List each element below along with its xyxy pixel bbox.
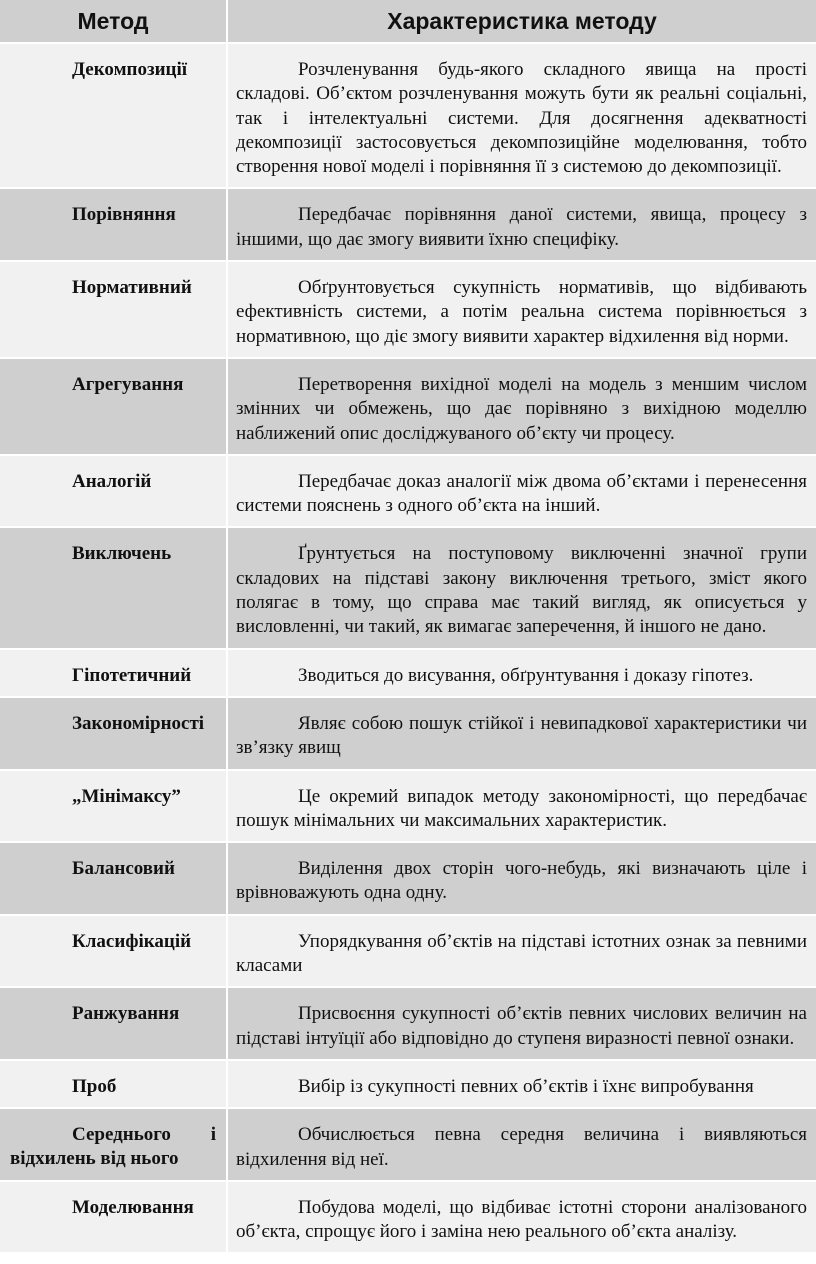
table-row	[0, 1059, 816, 1107]
method-name: „Мінімаксу”	[72, 785, 181, 807]
method-name-part: і	[210, 1124, 216, 1146]
method-description: Являє собою пошук стійкої і невипадкової характеристики чи зв’язку явищ	[236, 712, 807, 759]
method-name: Порівняння	[72, 204, 176, 226]
method-name: Декомпозиції	[72, 59, 188, 80]
method-name-part: відхилень від нього	[10, 1148, 179, 1170]
table-row	[0, 914, 816, 987]
method-name: Проб	[72, 1075, 117, 1097]
table-row	[0, 648, 816, 696]
method-name: Нормативний	[72, 277, 192, 299]
method-description: Вибір із сукупності певних об’єктів і їхнє випробування	[298, 1075, 754, 1097]
method-description: Зводиться до висування, обґрунтування і доказу гіпотез.	[298, 664, 754, 686]
method-description: Обґрунтовується сукупність нормативів, що відбивають ефективність системи, а потім реальна система порівнюється з нормативною, що діє змогу виявити характер відхилення від норми.	[236, 277, 807, 347]
table-row	[0, 454, 816, 527]
method-description: Упорядкування об’єктів на підставі істотних ознак за певними класами	[236, 930, 807, 977]
method-name: Гіпотетичний	[72, 664, 192, 686]
method-name: Ранжування	[72, 1003, 180, 1025]
method-description: Присвоєння сукупності об’єктів певних числових величин на підставі інтуїції або відповідно до ступеня виразності певної ознаки.	[236, 1003, 807, 1049]
method-description: Передбачає порівняння даної системи, явища, процесу з іншими, що дає змогу виявити їхню специфіку.	[236, 204, 807, 250]
method-name: Балансовий	[72, 858, 175, 880]
table-row	[0, 986, 816, 1059]
method-name: Аналогій	[72, 470, 152, 492]
method-description: Виділення двох сторін чого-небудь, які визначають ціле і врівноважують одна одну.	[236, 858, 807, 904]
table-row	[0, 42, 816, 187]
table-header	[0, 0, 816, 42]
method-name: Моделювання	[72, 1196, 194, 1218]
method-description: Побудова моделі, що відбиває істотні сторони аналізованого об’єкта, спрощує його і заміна нею реального об’єкта аналізу.	[236, 1196, 807, 1243]
table-row	[0, 187, 816, 260]
table-row	[0, 841, 816, 914]
method-name: Агрегування	[72, 373, 184, 395]
method-description: Передбачає доказ аналогії між двома об’єктами і перенесення системи пояснень з одного об’єкта на інший.	[236, 470, 807, 517]
table-row	[0, 1107, 816, 1180]
table-row	[0, 769, 816, 842]
table-row	[0, 1180, 816, 1253]
table-row	[0, 260, 816, 357]
method-description: Обчислюється певна середня величина і виявляються відхилення від неї.	[236, 1124, 807, 1170]
method-name: Виключень	[72, 543, 172, 565]
method-description: Ґрунтується на поступовому виключенні значної групи складових на підставі закону виключення третього, зміст якого полягає в тому, що справа має такий вигляд, як описується у висловленні, чи такий, як вимагає заперечення, й іншого не дано.	[236, 543, 807, 638]
table-row	[0, 526, 816, 647]
method-name-part: Середнього	[72, 1124, 171, 1146]
header-description: Характеристика методу	[228, 0, 816, 42]
table-row	[0, 357, 816, 454]
header-method: Метод	[0, 0, 226, 42]
method-description: Це окремий випадок методу закономірності, що передбачає пошук мінімальних чи максимальних характеристик.	[236, 785, 807, 831]
method-description: Перетворення вихідної моделі на модель з меншим числом змінних чи обмежень, що дає порівняно з вихідною моделлю наближений опис досліджуваного об’єкту чи процесу.	[236, 373, 807, 444]
method-name: Закономірності	[72, 712, 205, 734]
method-name: Класифікацій	[72, 930, 192, 952]
method-description: Розчленування будь-якого складного явища на прості складові. Об’єктом розчленування можуть бути як реальні соціальні, так і інтелектуальні системи. Для досягнення адекватності декомпозиції застосовується декомпозиційне моделювання, тобто створення нової моделі і порівняння її з системою до декомпозиції.	[236, 59, 807, 178]
table-row	[0, 696, 816, 769]
